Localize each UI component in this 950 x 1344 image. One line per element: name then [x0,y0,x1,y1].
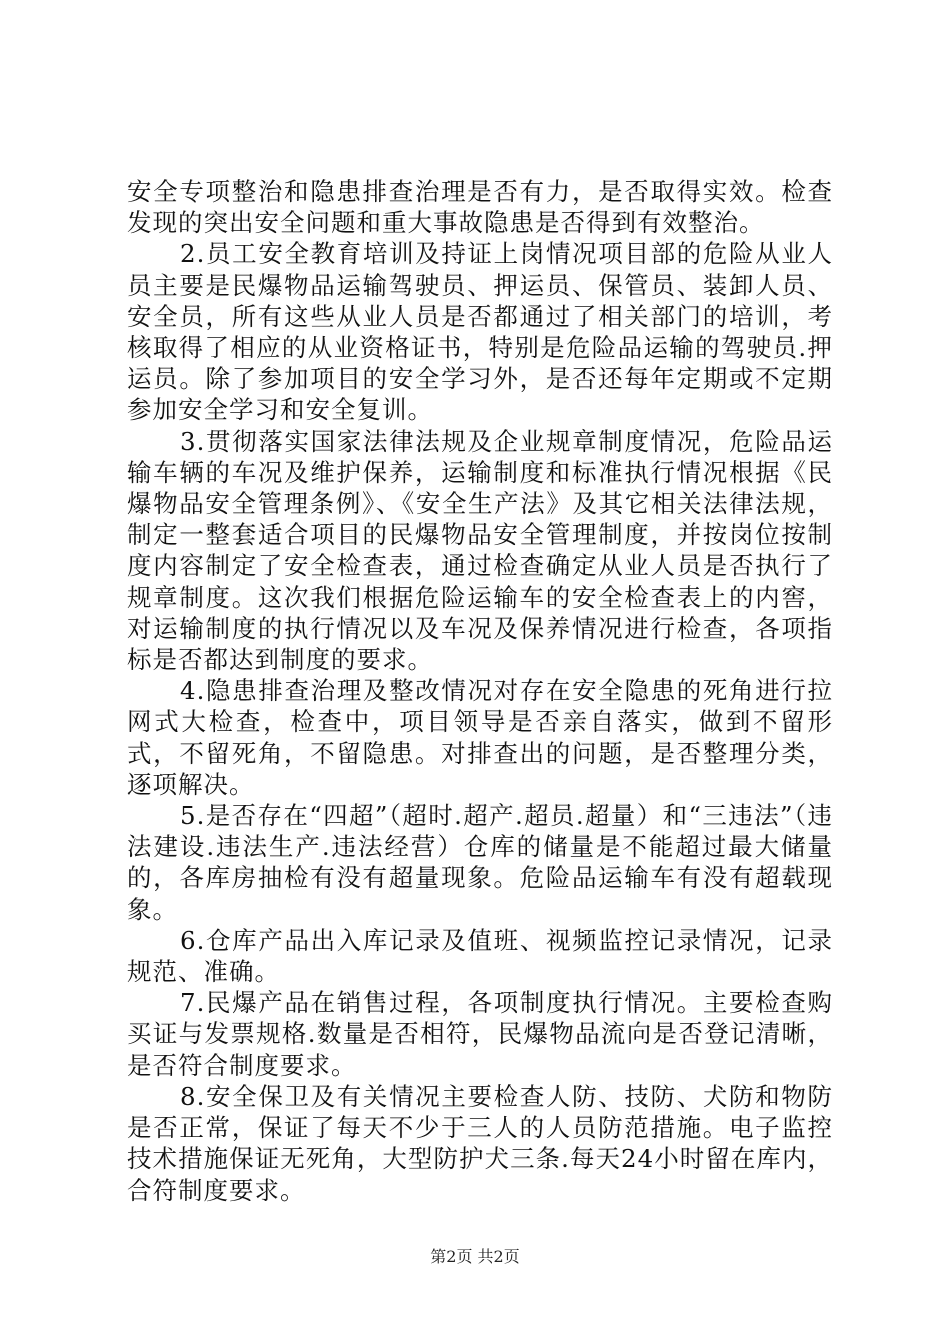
paragraph-7: 7.民爆产品在销售过程，各项制度执行情况。主要检查购买证与发票规格.数量是否相符，民爆物品流向是否登记清晰，是否符合制度要求。 [127,988,833,1080]
paragraph-8: 8.安全保卫及有关情况主要检查人防、技防、犬防和物防是否正常，保证了每天不少于三人的人员防范措施。电子监控技术措施保证无死角，大型防护犬三条.每天24小时留在库内，合符制度要求。 [127,1081,833,1205]
paragraph-5: 5.是否存在“四超”（超时.超产.超员.超量）和“三违法”（违法建设.违法生产.违法经营）仓库的储量是不能超过最大储量的，各库房抽检有没有超量现象。危险品运输车有没有超载现象。 [127,801,833,924]
document-body [127,176,833,1206]
page-footer: 第2页 共2页 [430,1247,520,1266]
paragraph-6: 6.仓库产品出入库记录及值班、视频监控记录情况，记录规范、准确。 [127,925,833,987]
paragraph-3: 3.贯彻落实国家法律法规及企业规章制度情况，危险品运输车辆的车况及维护保养，运输制度和标准执行情况根据《民爆物品安全管理条例》、《安全生产法》及其它相关法律法规，制定一整套适合项目的民爆物品安全管理制度，并按岗位按制度内容制定了安全检查表，通过检查确定从业人员是否执行了规章制度。这次我们根据危险运输车的安全检查表上的内窖，对运输制度的执行情况以及车况及保养情况进行检查，各项指标是否都达到制度的要求。 [127,426,833,675]
paragraph-1: 安全专项整治和隐患排查治理是否有力，是否取得实效。检查发现的突出安全问题和重大事故隐患是否得到有效整治。 [127,177,833,238]
paragraph-2: 2.员工安全教育培训及持证上岗情况项目部的危险从业人员主要是民爆物品运输驾驶员、押运员、保管员、装卸人员、安全员，所有这些从业人员是否都通过了相关部门的培训，考核取得了相应的从业资格证书，特别是危险品运输的驾驶员.押运员。除了参加项目的安全学习外，是否还每年定期或不定期参加安全学习和安全复训。 [127,239,833,425]
paragraph-4: 4.隐患排查治理及整改情况对存在安全隐患的死角进行拉网式大检查，检查中，项目领导是否亲自落实，做到不留形式，不留死角，不留隐患。对排查出的问题，是否整理分类，逐项解决。 [127,676,833,799]
